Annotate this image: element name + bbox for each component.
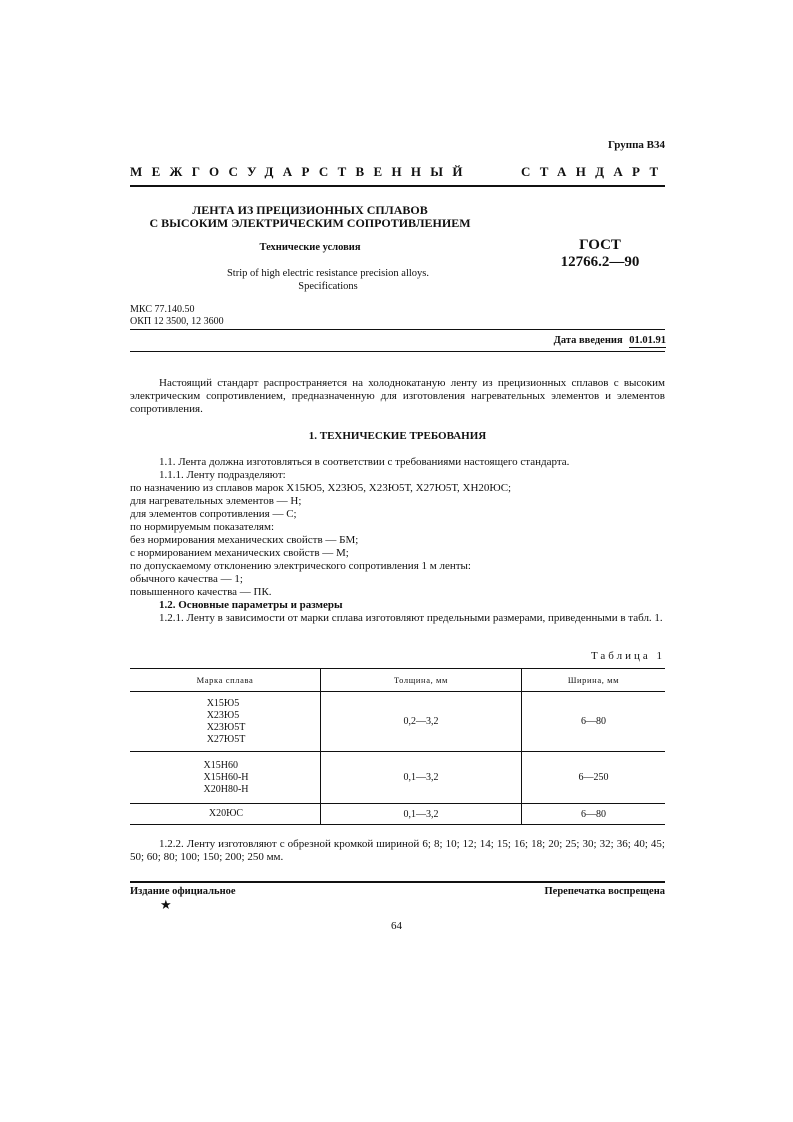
mks-code: МКС 77.140.50: [130, 304, 195, 315]
footer-rule: [130, 881, 665, 883]
title-line-2: С ВЫСОКИМ ЭЛЕКТРИЧЕСКИМ СОПРОТИВЛЕНИЕМ: [149, 216, 471, 230]
width-cell: 6—80: [522, 692, 666, 752]
column-header-width: Ширина, мм: [522, 669, 666, 692]
table-header-row: [130, 669, 665, 692]
table-caption: Таблица 1: [590, 650, 665, 662]
group-code: Группа В34: [607, 139, 665, 151]
interstate-label: МЕЖГОСУДАРСТВЕННЫЙ: [130, 164, 472, 179]
table-1: [130, 668, 665, 825]
width-cell: 6—250: [522, 752, 666, 804]
alloy-grade: Х15Ю5: [206, 697, 240, 709]
alloy-grade: Х23Ю5: [206, 709, 240, 721]
english-title-line-1: Strip of high electric resistance precision alloys.: [226, 268, 430, 279]
intro-date: [554, 335, 666, 346]
gost-label: ГОСТ: [579, 237, 621, 253]
list-line-5: без нормирования механических свойств — БМ;: [130, 534, 359, 546]
list-line-3: для элементов сопротивления — С;: [130, 508, 297, 520]
thickness-cell: 0,1—3,2: [321, 752, 522, 804]
alloy-cell: [130, 752, 321, 804]
alloy-cell: [130, 804, 321, 825]
alloy-grade: Х20ЮС: [208, 808, 244, 819]
list-line-1: по назначению из сплавов марок Х15Ю5, Х23Ю5, Х23Ю5Т, Х27Ю5Т, ХН20ЮС;: [130, 482, 512, 494]
intro-date-value: 01.01.91: [629, 335, 666, 346]
codes-rule: [130, 329, 665, 330]
list-line-6: с нормированием механических свойств — М;: [130, 547, 349, 559]
okp-code: ОКП 12 3500, 12 3600: [130, 316, 224, 327]
list-line-9: повышенного качества — ПК.: [130, 586, 272, 598]
thickness-cell: 0,1—3,2: [321, 804, 522, 825]
alloy-grade: Х15Н60-Н: [203, 771, 249, 783]
width-cell: 6—80: [522, 804, 666, 825]
alloy-cell: [130, 692, 321, 752]
alloy-grade: Х20Н80-Н: [203, 783, 249, 795]
column-header-thickness: Толщина, мм: [321, 669, 522, 692]
clause-1-2-1: 1.2.1. Ленту в зависимости от марки сплава изготовляют предельными размерами, приведенными в табл. 1.: [159, 612, 663, 624]
thickness-cell: 0,2—3,2: [321, 692, 522, 752]
section-1-title: 1. ТЕХНИЧЕСКИЕ ТРЕБОВАНИЯ: [308, 430, 487, 442]
clause-1-1-1: 1.1.1. Ленту подразделяют:: [159, 469, 286, 481]
table-row: [130, 804, 665, 825]
clause-1-2-title: 1.2. Основные параметры и размеры: [159, 599, 343, 611]
page-number: 64: [391, 920, 402, 932]
intro-paragraph: Настоящий стандарт распространяется на холоднокатаную ленту из прецизионных сплавов с высоким электрическим сопротивлением, предназначенную для изготовления нагревательных элементов и элементов сопротивления.: [130, 377, 665, 415]
list-line-2: для нагревательных элементов — Н;: [130, 495, 302, 507]
english-title-line-2: Specifications: [298, 281, 358, 292]
reprint-prohibited-label: Перепечатка воспрещена: [544, 886, 665, 897]
table-row: [130, 692, 665, 752]
table-row: [130, 752, 665, 804]
title-line-1: ЛЕНТА ИЗ ПРЕЦИЗИОННЫХ СПЛАВОВ: [192, 203, 428, 217]
official-edition-label: Издание официальное: [130, 886, 236, 897]
list-line-7: по допускаемому отклонению электрического сопротивления 1 м ленты:: [130, 560, 471, 572]
list-line-8: обычного качества — 1;: [130, 573, 243, 585]
subtitle: Технические условия: [259, 242, 361, 253]
clause-1-2-2: 1.2.2. Ленту изготовляют с обрезной кромкой шириной 6; 8; 10; 12; 14; 15; 16; 18; 20; 25; 30; 32; 36; 40; 45; 50; 60; 80; 100; 150; 200; 250 мм.: [130, 838, 665, 863]
star-icon: ★: [160, 897, 172, 912]
standard-label: СТАНДАРТ: [521, 164, 668, 179]
alloy-grade: Х27Ю5Т: [206, 733, 246, 745]
column-header-alloy: Марка сплава: [130, 669, 321, 692]
date-rule: [130, 351, 665, 352]
alloy-grade: Х15Н60: [203, 759, 238, 771]
alloy-grade: Х23Ю5Т: [206, 721, 246, 733]
header-rule: [130, 185, 665, 187]
list-line-4: по нормируемым показателям:: [130, 521, 275, 533]
intro-date-label: Дата введения: [553, 335, 623, 346]
gost-number: 12766.2—90: [560, 254, 640, 270]
clause-1-1: 1.1. Лента должна изготовляться в соответствии с требованиями настоящего стандарта.: [159, 456, 570, 468]
